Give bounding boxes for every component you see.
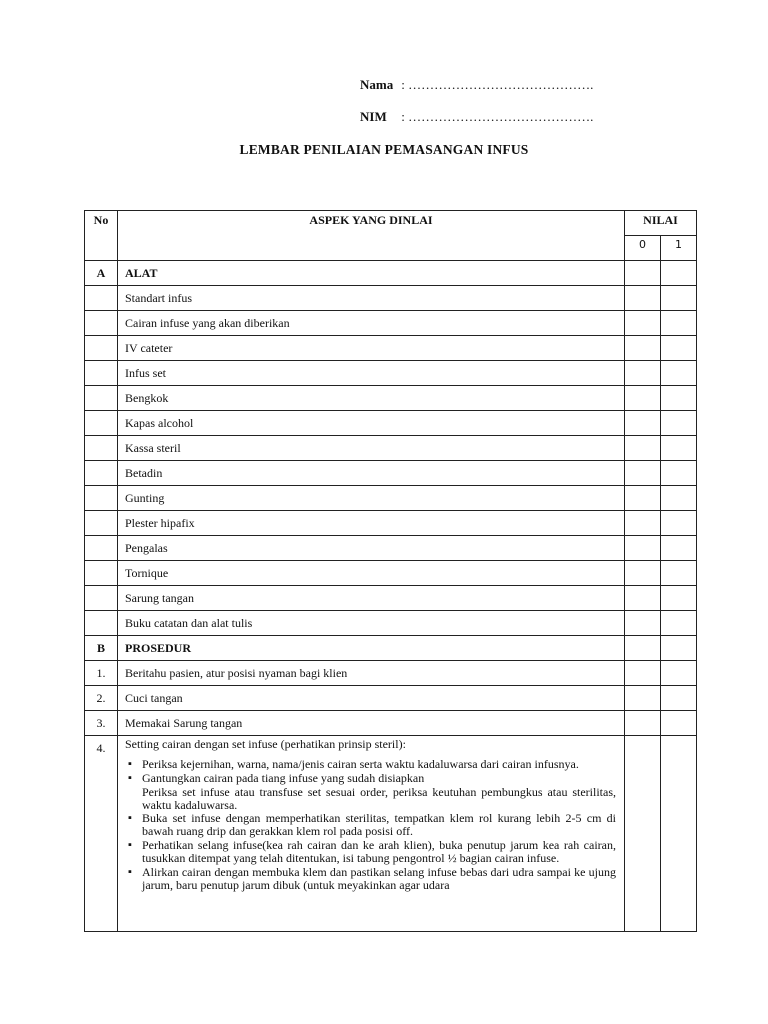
item-no [85, 536, 118, 561]
col-aspek-header: ASPEK YANG DINLAI [118, 211, 625, 261]
nama-label: Nama [360, 77, 394, 92]
alat-item-row [85, 561, 697, 586]
procedure-row [85, 661, 697, 686]
item-label: Gunting [118, 486, 625, 511]
score-0-cell[interactable] [625, 436, 661, 461]
alat-item-row [85, 611, 697, 636]
item-label: Betadin [118, 461, 625, 486]
item-label: Buku catatan dan alat tulis [118, 611, 625, 636]
step4-bullet-continuation: Periksa set infuse atau transfuse set sesuai order, periksa keutuhan pembungkus atau sterilitas, waktu kadaluwarsa. [142, 785, 616, 812]
section-b-row [85, 636, 697, 661]
score-1-cell[interactable] [661, 261, 697, 286]
section-b-label: PROSEDUR [118, 636, 625, 661]
step4-bullet: ▪ Perhatikan selang infuse(kea rah cairan dan ke arah klien), buka penutup jarum kea rah cairan, tusukkan ditempat yang telah ditentukan, isi tabung pengontrol ½ bagian cairan infuse. [142, 839, 616, 865]
procedure-text [118, 736, 625, 932]
item-no [85, 336, 118, 361]
item-no [85, 611, 118, 636]
procedure-row [85, 686, 697, 711]
score-0-cell[interactable] [625, 661, 661, 686]
item-no [85, 361, 118, 386]
score-0-cell[interactable] [625, 386, 661, 411]
item-label: Sarung tangan [118, 586, 625, 611]
score-0-cell[interactable] [625, 361, 661, 386]
step4-bullet: ▪ Periksa kejernihan, warna, nama/jenis cairan serta waktu kadaluwarsa dari cairan infusnya. [142, 758, 616, 771]
score-1-cell[interactable] [661, 711, 697, 736]
score-0-cell[interactable] [625, 411, 661, 436]
item-label: Tornique [118, 561, 625, 586]
score-1-cell[interactable] [661, 386, 697, 411]
step4-intro: Setting cairan dengan set infuse (perhatikan prinsip steril): [125, 737, 406, 751]
item-no [85, 311, 118, 336]
score-1-cell[interactable] [661, 311, 697, 336]
item-label: IV cateter [118, 336, 625, 361]
item-no [85, 511, 118, 536]
score-0-cell[interactable] [625, 686, 661, 711]
score-0-cell[interactable] [625, 261, 661, 286]
item-label: Pengalas [118, 536, 625, 561]
alat-item-row [85, 461, 697, 486]
page-title: LEMBAR PENILAIAN PEMASANGAN INFUS [239, 142, 529, 157]
item-no: 1. [85, 661, 118, 686]
score-0-cell[interactable] [625, 711, 661, 736]
alat-item-row [85, 311, 697, 336]
section-a-no: A [85, 261, 118, 286]
score-0-cell[interactable] [625, 511, 661, 536]
step4-list [125, 758, 616, 785]
procedure-row-4 [85, 736, 697, 932]
score-1-cell[interactable] [661, 511, 697, 536]
alat-item-row [85, 586, 697, 611]
score-0-cell[interactable] [625, 611, 661, 636]
score-0-cell[interactable] [625, 586, 661, 611]
score-0-cell[interactable] [625, 336, 661, 361]
score-1-cell[interactable] [661, 336, 697, 361]
score-1-header: 1 [661, 236, 697, 261]
item-no [85, 286, 118, 311]
item-no [85, 461, 118, 486]
alat-item-row [85, 436, 697, 461]
score-1-cell[interactable] [661, 436, 697, 461]
step4-list-continued [125, 812, 616, 892]
alat-item-row [85, 536, 697, 561]
item-label: Infus set [118, 361, 625, 386]
section-a-row [85, 261, 697, 286]
item-label: Beritahu pasien, atur posisi nyaman bagi klien [118, 661, 625, 686]
item-no [85, 486, 118, 511]
score-0-header: 0 [625, 236, 661, 261]
item-label: Cuci tangan [118, 686, 625, 711]
score-1-cell[interactable] [661, 486, 697, 511]
alat-item-row [85, 486, 697, 511]
nama-line [360, 77, 593, 93]
score-1-cell[interactable] [661, 286, 697, 311]
item-label: Cairan infuse yang akan diberikan [118, 311, 625, 336]
nim-value: : ……………………………………. [401, 109, 594, 124]
score-1-cell[interactable] [661, 411, 697, 436]
score-1-cell[interactable] [661, 636, 697, 661]
score-1-cell[interactable] [661, 736, 697, 932]
score-1-cell[interactable] [661, 461, 697, 486]
score-0-cell[interactable] [625, 561, 661, 586]
procedure-no: 4. [85, 736, 118, 932]
score-1-cell[interactable] [661, 361, 697, 386]
col-nilai-header: NILAI [625, 211, 697, 236]
item-label: Memakai Sarung tangan [118, 711, 625, 736]
item-no: 3. [85, 711, 118, 736]
nama-value: : ……………………………………. [401, 77, 594, 92]
item-label: Plester hipafix [118, 511, 625, 536]
item-no [85, 436, 118, 461]
step4-bullet: ▪ Gantungkan cairan pada tiang infuse yang sudah disiapkan [142, 772, 616, 785]
procedure-row [85, 711, 697, 736]
step4-bullet: ▪ Buka set infuse dengan memperhatikan sterilitas, tempatkan klem rol kurang lebih 2-5 cm di bawah ruang drip dan gerakkan klem rol pada posisi off. [142, 812, 616, 838]
assessment-table [84, 210, 697, 932]
step4-bullet: ▪ Alirkan cairan dengan membuka klem dan pastikan selang infuse bebas dari udra sampai ke ujung jarum, baru penutup jarum dibuk (untuk meyakinkan agar udara [142, 866, 616, 892]
nim-label: NIM [360, 109, 387, 124]
score-0-cell[interactable] [625, 486, 661, 511]
item-no [85, 561, 118, 586]
score-1-cell[interactable] [661, 586, 697, 611]
score-0-cell[interactable] [625, 636, 661, 661]
score-1-cell[interactable] [661, 661, 697, 686]
alat-item-row [85, 511, 697, 536]
section-b-no: B [85, 636, 118, 661]
item-label: Kapas alcohol [118, 411, 625, 436]
alat-item-row [85, 361, 697, 386]
item-no [85, 586, 118, 611]
score-1-cell[interactable] [661, 686, 697, 711]
col-no-header: No [85, 211, 118, 261]
alat-item-row [85, 411, 697, 436]
item-label: Kassa steril [118, 436, 625, 461]
alat-item-row [85, 336, 697, 361]
score-1-cell[interactable] [661, 561, 697, 586]
item-no: 2. [85, 686, 118, 711]
score-1-cell[interactable] [661, 611, 697, 636]
table-header-row [85, 211, 697, 236]
alat-item-row [85, 286, 697, 311]
item-no [85, 386, 118, 411]
section-a-label: ALAT [118, 261, 625, 286]
score-1-cell[interactable] [661, 536, 697, 561]
item-no [85, 411, 118, 436]
score-0-cell[interactable] [625, 311, 661, 336]
score-0-cell[interactable] [625, 461, 661, 486]
item-label: Standart infus [118, 286, 625, 311]
score-0-cell[interactable] [625, 736, 661, 932]
item-label: Bengkok [118, 386, 625, 411]
nim-line [360, 109, 593, 125]
score-0-cell[interactable] [625, 286, 661, 311]
alat-item-row [85, 386, 697, 411]
score-0-cell[interactable] [625, 536, 661, 561]
